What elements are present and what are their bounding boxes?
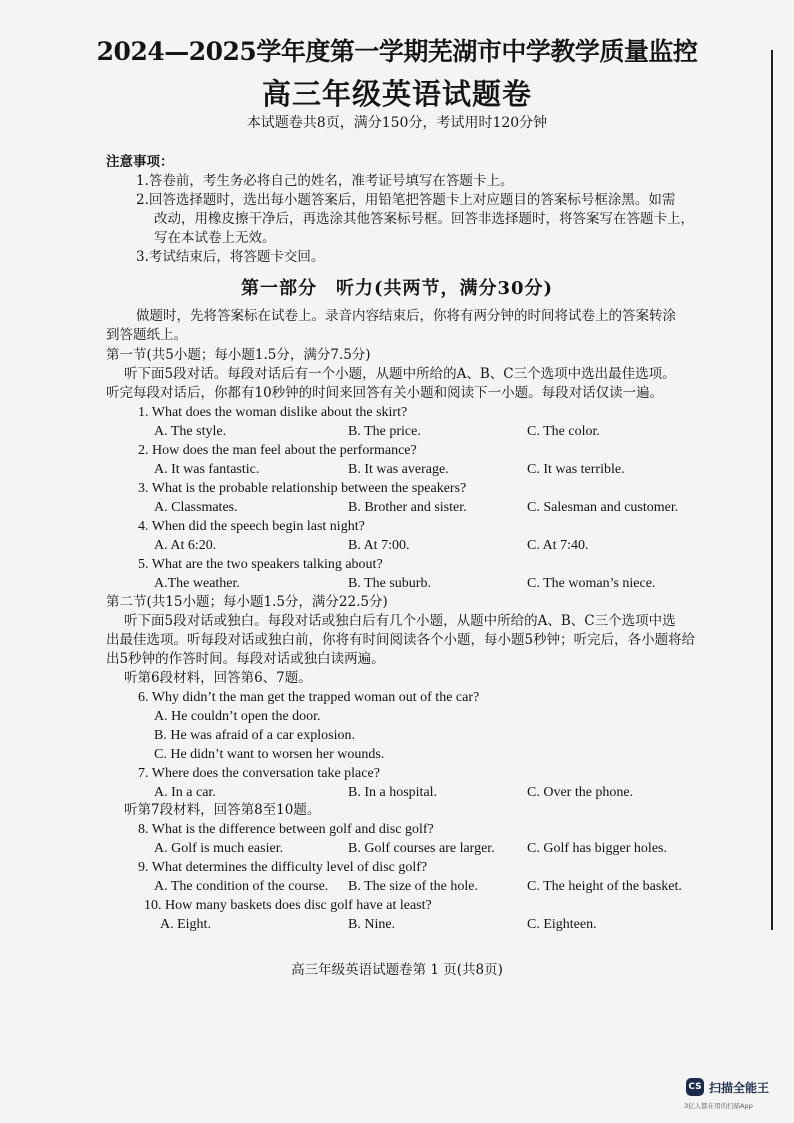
question-6-stem: 6. Why didn’t the man get the trapped woman out of the car?	[138, 690, 480, 705]
question-4-option-b: B. At 7:00.	[348, 538, 410, 553]
question-4-stem: 4. When did the speech begin last night?	[138, 519, 365, 534]
notice-item-1: 1.答卷前，考生务必将自己的姓名，准考证号填写在答题卡上。	[136, 173, 514, 189]
scanner-tagline: 3亿人都在用的扫描App	[684, 1102, 753, 1110]
exam-subject-title: 高三年级英语试题卷	[261, 77, 532, 111]
question-10-option-b: B. Nine.	[348, 917, 396, 932]
section-2-instruction-line-1: 听下面5段对话或独白。每段对话或独白后有几个小题，从题中所给的A、B、C三个选项中选	[124, 613, 676, 629]
question-3-option-c: C. Salesman and customer.	[527, 500, 679, 515]
section-2-instruction-line-2: 出最佳选项。听每段对话或独白前，你将有时间阅读各个小题，每小题5秒钟；听完后，各小题将给	[106, 632, 696, 648]
question-7-stem: 7. Where does the conversation take place?	[138, 766, 380, 781]
question-1-stem: 1. What does the woman dislike about the skirt?	[138, 405, 408, 420]
question-5-option-c: C. The woman’s niece.	[527, 576, 656, 591]
question-6-option-c: C. He didn’t want to worsen her wounds.	[154, 747, 385, 762]
question-2-stem: 2. How does the man feel about the performance?	[138, 443, 417, 458]
notice-item-2-line-3: 写在本试卷上无效。	[154, 230, 276, 246]
binding-line	[771, 50, 773, 930]
notice-item-3: 3.考试结束后，将答题卡交回。	[136, 249, 325, 265]
question-9-option-a: A. The condition of the course.	[154, 879, 329, 894]
question-2-option-a: A. It was fantastic.	[154, 462, 260, 477]
question-9-option-b: B. The size of the hole.	[348, 879, 478, 894]
question-2-option-c: C. It was terrible.	[527, 462, 625, 477]
section-1-heading: 第一节(共5小题；每小题1.5分，满分7.5分)	[106, 347, 371, 363]
page-footer: 高三年级英语试题卷第 1 页(共8页)	[291, 962, 503, 978]
question-2-option-b: B. It was average.	[348, 462, 449, 477]
question-9-option-c: C. The height of the basket.	[527, 879, 682, 894]
material-7-instruction: 听第7段材料，回答第8至10题。	[124, 802, 321, 818]
question-3-option-b: B. Brother and sister.	[348, 500, 467, 515]
question-8-option-b: B. Golf courses are larger.	[348, 841, 495, 856]
section-1-instruction-line-1: 听下面5段对话。每段对话后有一个小题，从题中所给的A、B、C三个选项中选出最佳选项。	[124, 366, 676, 382]
section-2-instruction-line-3: 出5秒钟的作答时间。每段对话或独白读两遍。	[106, 651, 385, 667]
question-7-option-b: B. In a hospital.	[348, 785, 438, 800]
exam-subtitle: 本试题卷共8页，满分150分，考试用时120分钟	[246, 115, 548, 131]
material-6-instruction: 听第6段材料，回答第6、7题。	[124, 670, 312, 686]
camscanner-logo-icon: CS	[686, 1078, 704, 1096]
question-5-option-b: B. The suburb.	[348, 576, 431, 591]
question-7-option-c: C. Over the phone.	[527, 785, 634, 800]
question-8-stem: 8. What is the difference between golf and disc golf?	[138, 822, 434, 837]
question-7-option-a: A. In a car.	[154, 785, 216, 800]
question-10-option-a: A. Eight.	[160, 917, 211, 932]
question-8-option-c: C. Golf has bigger holes.	[527, 841, 667, 856]
question-8-option-a: A. Golf is much easier.	[154, 841, 284, 856]
scanner-brand-name: 扫描全能王	[709, 1080, 770, 1095]
section-1-instruction-line-2: 听完每段对话后，你都有10秒钟的时间来回答有关小题和阅读下一小题。每段对话仅读一遍。	[106, 385, 664, 401]
part-1-title: 第一部分 听力(共两节，满分30分)	[240, 278, 554, 299]
question-4-option-a: A. At 6:20.	[154, 538, 217, 553]
question-10-option-c: C. Eighteen.	[527, 917, 597, 932]
question-3-stem: 3. What is the probable relationship between the speakers?	[138, 481, 467, 496]
question-6-option-a: A. He couldn’t open the door.	[154, 709, 321, 724]
part-1-intro-line-2: 到答题纸上。	[106, 327, 187, 343]
question-1-option-c: C. The color.	[527, 424, 600, 439]
part-1-intro-line-1: 做题时，先将答案标在试卷上。录音内容结束后，你将有两分钟的时间将试卷上的答案转涂	[136, 308, 676, 324]
question-3-option-a: A. Classmates.	[154, 500, 238, 515]
exam-title: 2024—2025学年度第一学期芜湖市中学教学质量监控	[96, 37, 698, 66]
question-4-option-c: C. At 7:40.	[527, 538, 589, 553]
scanner-watermark	[686, 1078, 769, 1096]
question-5-option-a: A.The weather.	[154, 576, 240, 591]
question-6-option-b: B. He was afraid of a car explosion.	[154, 728, 355, 743]
question-1-option-b: B. The price.	[348, 424, 421, 439]
question-10-stem: 10. How many baskets does disc golf have at least?	[144, 898, 432, 913]
notice-item-2-line-2: 改动，用橡皮擦干净后，再选涂其他答案标号框。回答非选择题时，将答案写在答题卡上，	[154, 211, 694, 227]
question-5-stem: 5. What are the two speakers talking about?	[138, 557, 383, 572]
question-1-option-a: A. The style.	[154, 424, 227, 439]
notice-heading: 注意事项：	[106, 154, 174, 170]
section-2-heading: 第二节(共15小题；每小题1.5分，满分22.5分)	[106, 594, 388, 610]
notice-item-2-line-1: 2.回答选择题时，选出每小题答案后，用铅笔把答题卡上对应题目的答案标号框涂黑。如需	[136, 192, 676, 208]
question-9-stem: 9. What determines the difficulty level of disc golf?	[138, 860, 428, 875]
